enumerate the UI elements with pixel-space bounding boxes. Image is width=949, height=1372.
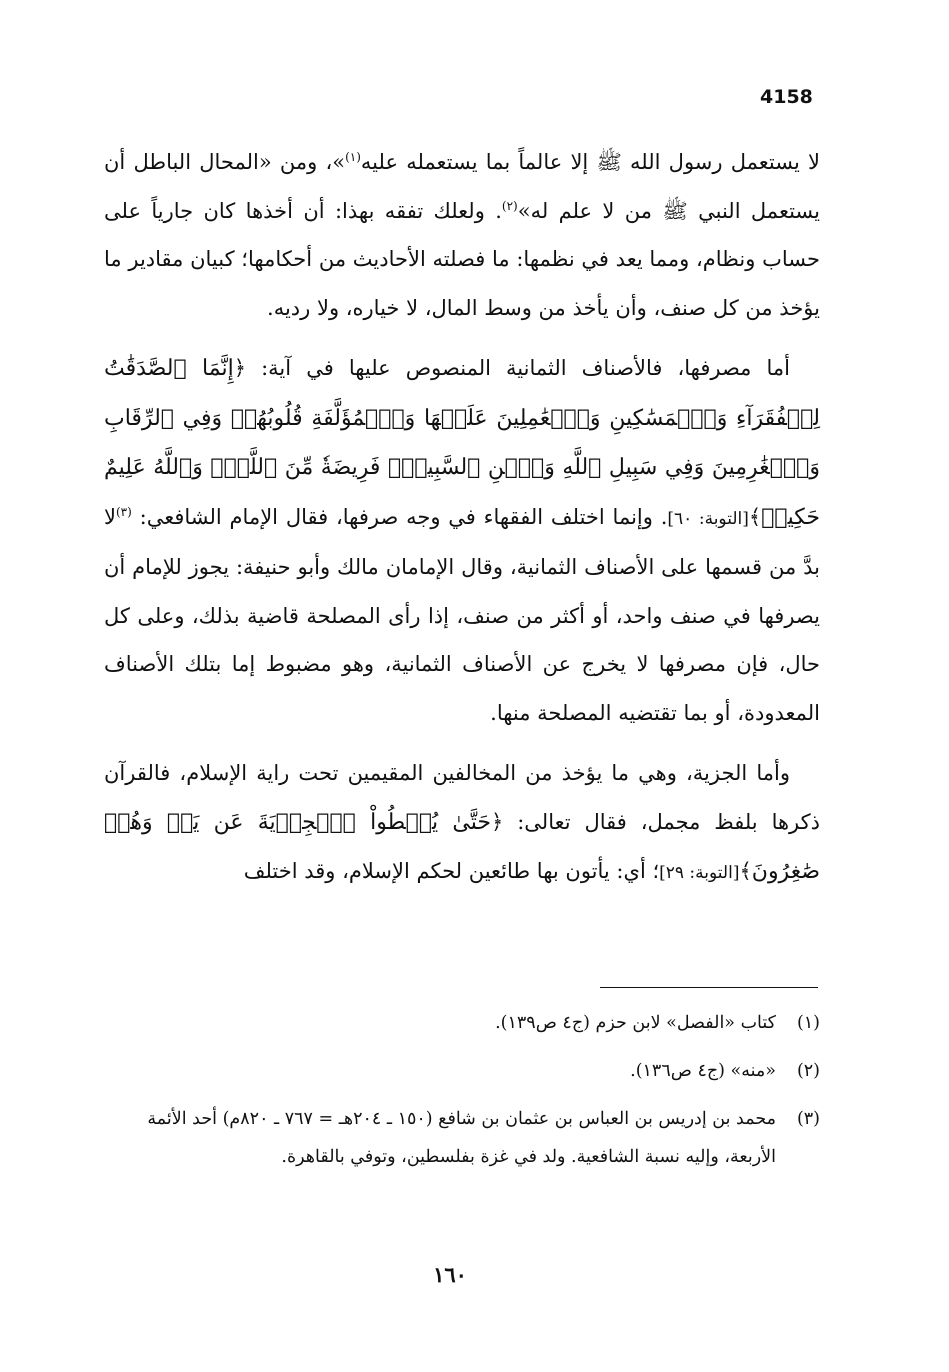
verse-reference-60: [التوبة: ٦٠]: [667, 508, 749, 529]
footnote-separator: [600, 987, 818, 988]
header-page-number: 4158: [760, 86, 813, 108]
p3-text-a: وأما الجزية، وهي ما يؤخذ من المخالفين المقيمين تحت راية الإسلام، فالقرآن ذكرها بلفظ مجمل، فقال تعالى: ﴿: [104, 761, 820, 834]
paragraph-2: [104, 344, 820, 737]
footnote-number: (٣): [796, 1109, 820, 1129]
p1-text-a: لا يستعمل رسول الله ﷺ إلا عالماً بما يستعمله عليه: [360, 150, 820, 174]
quran-verse-jizya: حَتَّىٰ يُعۡطُواْ ٱلۡجِزۡيَةَ عَن يَدٖ وَهُمۡ صَٰغِرُونَ: [104, 809, 820, 884]
footnote-3: [104, 1100, 820, 1176]
p3-text-c: ؛ أي: يأتون بها طائعين لحكم الإسلام، وقد اختلف: [243, 859, 660, 883]
p2-close-bracket: ﴾: [748, 504, 762, 529]
footnote-text: «منه» (ج٤ ص١٣٦).: [630, 1061, 776, 1081]
verse-reference-29: [التوبة: ٢٩]: [659, 863, 740, 883]
footnote-number: (١): [796, 1013, 820, 1033]
footnote-1: [104, 1004, 820, 1042]
footnote-2: [104, 1052, 820, 1090]
p1-text-c: . ولعلك تفقه بهذا: أن أخذها كان جارياً على حساب ونظام، ومما يعد في نظمها: ما فصلته الأحاديث من أحكامها؛ كبيان مقادير ما يؤخذ من كل صنف، وأن يأخذ من وسط المال، لا خياره، ولا رديه.: [104, 198, 820, 320]
p3-close-bracket: ﴾: [739, 859, 752, 883]
footnote-ref-3: (٣): [115, 504, 132, 519]
footnote-text: كتاب «الفصل» لابن حزم (ج٤ ص١٣٩).: [495, 1013, 776, 1033]
footnotes: [104, 1004, 820, 1186]
footnote-text: محمد بن إدريس بن العباس بن عثمان بن شافع (١٥٠ ـ ٢٠٤هـ = ٧٦٧ ـ ٨٢٠م) أحد الأئمة الأربعة، وإليه نسبة الشافعية. ولد في غزة بفلسطين، وتوفي بالقاهرة.: [147, 1109, 776, 1167]
paragraph-1: [104, 138, 820, 332]
p2-text-c: . وإنما اختلف الفقهاء في وجه صرفها، فقال الإمام الشافعي:: [131, 504, 668, 529]
footer-page-number: ١٦٠: [433, 1262, 467, 1287]
quran-verse-sadaqat: إِنَّمَا ٱلصَّدَقَٰتُ لِلۡفُقَرَآءِ وَٱلۡمَسَٰكِينِ وَٱلۡعَٰمِلِينَ عَلَيۡهَا وَٱلۡمُؤَلَّفَةِ قُلُوبُهُمۡ وَفِي ٱلرِّقَابِ وَٱلۡغَٰرِمِينَ وَفِي سَبِيلِ ٱللَّهِ وَٱبۡنِ ٱلسَّبِيلِۖ فَرِيضَةٗ مِّنَ ٱللَّهِۗ وَٱللَّهُ عَلِيمٌ حَكِيمٞ: [104, 356, 820, 530]
paragraph-3: [104, 749, 820, 898]
main-text: [104, 138, 820, 898]
p2-text-d: لا بدَّ من قسمها على الأصناف الثمانية، وقال الإمامان مالك وأبو حنيفة: يجوز للإمام أن يصرفها في صنف واحد، أو أكثر من صنف، إذا رأى المصلحة قاضية بذلك، وعلى كل حال، فإن مصرفها لا يخرج عن الأصناف الثمانية، وهو مضبوط إما بتلك الأصناف المعدودة، أو بما تقتضيه المصلحة منها.: [104, 504, 820, 725]
footnote-number: (٢): [796, 1061, 820, 1081]
p1-text-b: »، ومن «المحال الباطل أن يستعمل النبي ﷺ من لا علم له»: [104, 150, 820, 223]
footnote-ref-1: (١): [345, 150, 361, 164]
footnote-ref-2: (٢): [501, 198, 518, 213]
p2-text-a: أما مصرفها، فالأصناف الثمانية المنصوص عليها في آية: ﴿: [233, 356, 790, 380]
